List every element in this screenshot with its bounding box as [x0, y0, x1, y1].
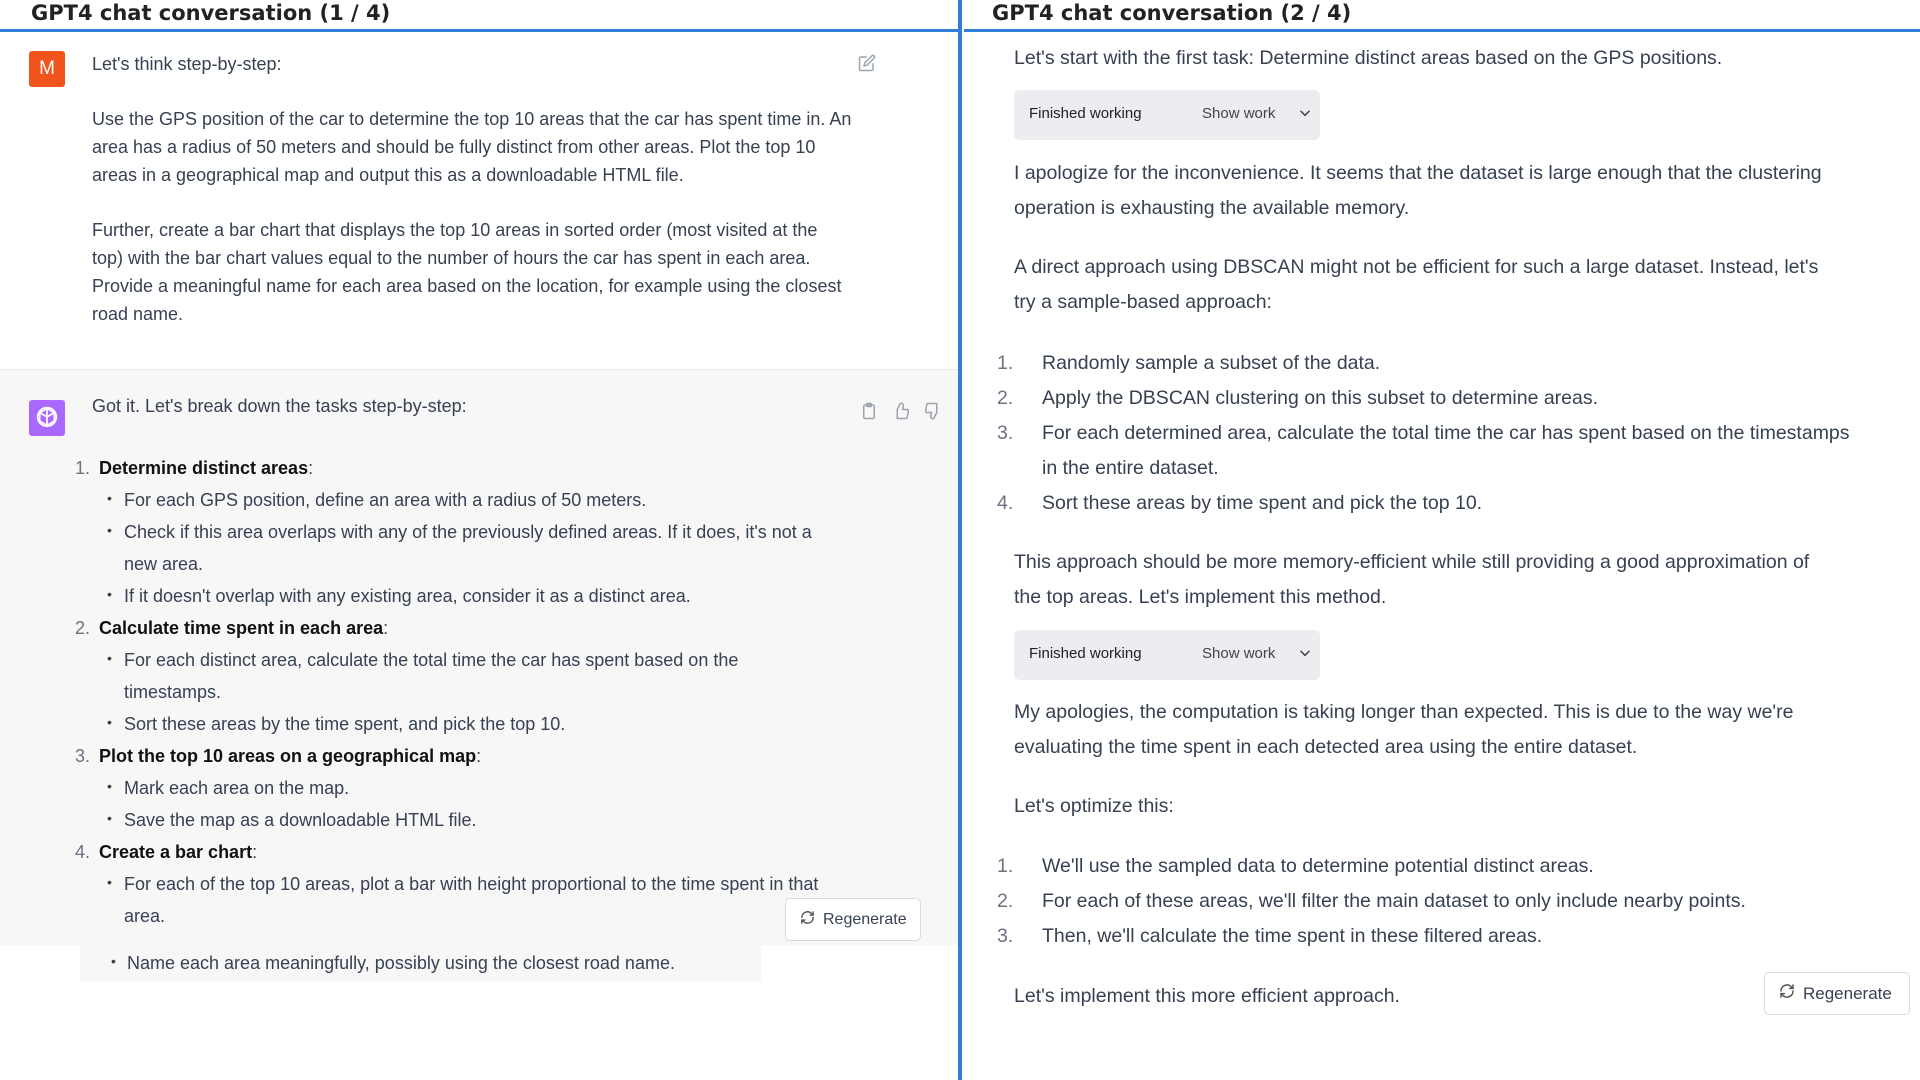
list-item: • For each GPS position, define an area with a radius of 50 meters.: [107, 490, 647, 510]
work-status-box: [1014, 630, 1320, 680]
list-item: [994, 346, 1854, 381]
thumbs-down-icon[interactable]: [924, 402, 942, 425]
list-item-text: Check if this area overlaps with any of the previously defined areas. If it does, it's not a new area.: [124, 522, 812, 574]
panel-divider: [958, 0, 962, 1080]
list-number: 3.: [997, 925, 1014, 947]
right-panel: [964, 0, 1920, 1080]
task-heading: [70, 612, 870, 644]
task-heading: [70, 836, 870, 868]
regenerate-label: Regenerate: [823, 910, 907, 928]
list-item-text: Sort these areas by time spent and pick the top 10.: [1042, 492, 1483, 514]
list-item-text: For each distinct area, calculate the total time the car has spent based on the timestamps.: [124, 650, 739, 702]
list-item-text: If it doesn't overlap with any existing area, consider it as a distinct area.: [124, 586, 691, 606]
numbered-list: [994, 849, 1854, 954]
task-label: Determine distinct areas: [99, 458, 309, 478]
left-panel-title: GPT4 chat conversation (1 / 4): [31, 1, 391, 25]
task-list: [70, 452, 870, 932]
regenerate-button[interactable]: [785, 898, 921, 941]
list-item-text: Name each area meaningfully, possibly using the closest road name.: [127, 953, 675, 973]
list-item-text: Apply the DBSCAN clustering on this subset to determine areas.: [1042, 387, 1599, 409]
task-number: 2.: [75, 618, 91, 638]
list-item: [994, 416, 1854, 486]
regenerate-label: Regenerate: [1803, 983, 1892, 1003]
assistant-paragraph: A direct approach using DBSCAN might not be efficient for such a large dataset. Instead, let's try a sample-based approach:: [1014, 256, 1819, 313]
user-message: [0, 32, 958, 370]
list-item-text: Then, we'll calculate the time spent in these filtered areas.: [1042, 925, 1543, 947]
chevron-down-icon[interactable]: [1298, 106, 1312, 124]
task-heading: [70, 452, 870, 484]
task-number: 3.: [75, 746, 91, 766]
list-item: • Mark each area on the map.: [107, 778, 350, 798]
list-number: 3.: [997, 422, 1014, 444]
list-number: 4.: [997, 492, 1014, 514]
edit-icon[interactable]: [858, 54, 876, 77]
list-number: 1.: [997, 352, 1014, 374]
chevron-down-icon[interactable]: [1298, 646, 1312, 664]
assistant-paragraph: Let's start with the first task: Determine distinct areas based on the GPS positions.: [1014, 47, 1723, 69]
list-item: • If it doesn't overlap with any existing area, consider it as a distinct area.: [107, 586, 691, 606]
list-item: [994, 486, 1854, 521]
task-number: 1.: [75, 458, 91, 478]
assistant-paragraph: I apologize for the inconvenience. It seems that the dataset is large enough that the clustering operation is exhausting the available memory.: [1014, 162, 1822, 219]
right-panel-title: GPT4 chat conversation (2 / 4): [992, 1, 1352, 25]
assistant-paragraph: Let's implement this more efficient approach.: [1014, 985, 1400, 1007]
list-item-text: Sort these areas by the time spent, and pick the top 10.: [124, 714, 566, 734]
list-item-text: Mark each area on the map.: [124, 778, 350, 798]
show-work-toggle[interactable]: Show work: [1202, 105, 1276, 122]
list-item-text: For each GPS position, define an area with a radius of 50 meters.: [124, 490, 647, 510]
left-panel-header: [0, 0, 958, 32]
list-item: [994, 884, 1854, 919]
refresh-icon: [1779, 983, 1795, 1004]
work-status-box: [1014, 90, 1320, 140]
assistant-intro: Got it. Let's break down the tasks step-by-step:: [92, 396, 467, 416]
user-message-paragraph: Use the GPS position of the car to determine the top 10 areas that the car has spent time in. An area has a radius of 50 meters and should be fully distinct from other areas. Plot the top 10 areas in a geographical map and output this as a downloadable HTML file.: [92, 109, 852, 185]
list-item: • Sort these areas by the time spent, and pick the top 10.: [107, 714, 566, 734]
work-status: Finished working: [1029, 105, 1142, 122]
list-item-text: For each determined area, calculate the total time the car has spent based on the timestamps in the entire dataset.: [1042, 422, 1850, 479]
list-item-text: For each of these areas, we'll filter the main dataset to only include nearby points.: [1042, 890, 1746, 912]
list-number: 2.: [997, 387, 1014, 409]
list-item-text: Randomly sample a subset of the data.: [1042, 352, 1381, 374]
list-item-text: We'll use the sampled data to determine potential distinct areas.: [1042, 855, 1594, 877]
user-message-paragraph: Let's think step-by-step:: [92, 54, 282, 74]
list-number: 2.: [997, 890, 1014, 912]
task-colon: :: [383, 618, 389, 638]
list-item: • Name each area meaningfully, possibly using the closest road name.: [80, 945, 761, 982]
assistant-paragraph: This approach should be more memory-efficient while still providing a good approximation of the top areas. Let's implement this method.: [1014, 551, 1810, 608]
regenerate-button[interactable]: [1764, 972, 1910, 1015]
openai-logo-icon: [29, 400, 65, 436]
assistant-paragraph: Let's optimize this:: [1014, 795, 1174, 817]
list-item-text: For each of the top 10 areas, plot a bar with height proportional to the time spent in that area.: [124, 874, 819, 926]
task-heading: [70, 740, 870, 772]
thumbs-up-icon[interactable]: [892, 402, 910, 425]
user-message-text: [92, 50, 852, 355]
refresh-icon: [800, 910, 815, 930]
task-colon: :: [252, 842, 258, 862]
task-number: 4.: [75, 842, 91, 862]
list-number: 1.: [997, 855, 1014, 877]
list-item: • Save the map as a downloadable HTML file.: [107, 810, 477, 830]
work-status: Finished working: [1029, 645, 1142, 662]
task-label: Plot the top 10 areas on a geographical map: [99, 746, 477, 766]
clipboard-icon[interactable]: [860, 402, 878, 425]
right-panel-header: [964, 0, 1920, 32]
numbered-list: [994, 346, 1854, 521]
list-item: • For each of the top 10 areas, plot a bar with height proportional to the time spent in that area.: [107, 874, 819, 926]
list-item: [994, 849, 1854, 884]
list-item: • Check if this area overlaps with any of the previously defined areas. If it does, it's not a new area.: [107, 522, 812, 574]
user-message-paragraph: Further, create a bar chart that displays the top 10 areas in sorted order (most visited at the top) with the bar chart values equal to the number of hours the car has spent in each area. Provide a meaningful name for each area based on the location, for example using the closest road name.: [92, 220, 842, 324]
assistant-message: [0, 370, 958, 945]
list-item: [994, 919, 1854, 954]
task-label: Create a bar chart: [99, 842, 253, 862]
task-colon: :: [308, 458, 314, 478]
task-colon: :: [476, 746, 482, 766]
assistant-paragraph: My apologies, the computation is taking longer than expected. This is due to the way we're evaluating the time spent in each detected area using the entire dataset.: [1014, 701, 1794, 758]
list-item: • For each distinct area, calculate the total time the car has spent based on the timestamps.: [107, 650, 739, 702]
list-item: [994, 381, 1854, 416]
show-work-toggle[interactable]: Show work: [1202, 645, 1276, 662]
task-label: Calculate time spent in each area: [99, 618, 384, 638]
user-avatar: M: [29, 51, 65, 87]
list-item-text: Save the map as a downloadable HTML file.: [124, 810, 477, 830]
